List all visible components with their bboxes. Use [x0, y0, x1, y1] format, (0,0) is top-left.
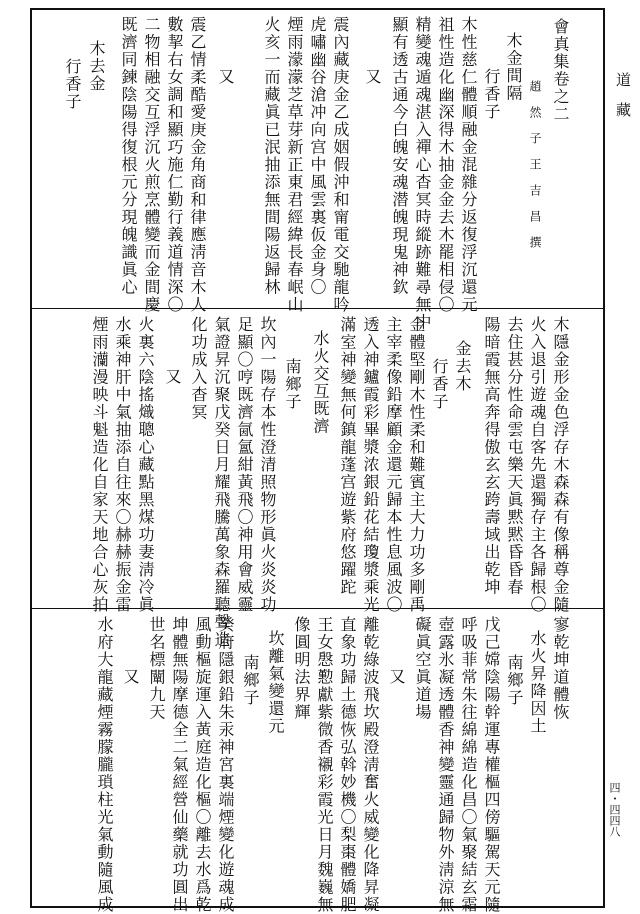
- text-column: 化功成入杳冥: [189, 316, 208, 421]
- text-column: 南鄉子: [283, 358, 302, 411]
- register-top: [32, 10, 603, 331]
- text-column: 礙眞空眞道場: [413, 616, 432, 721]
- text-column: 煙雨濛濛芝草芽新正東君經緯長春岷山: [285, 16, 304, 314]
- text-column: 木隱金形金色浮存木森森有像稱尊金隨: [551, 316, 570, 614]
- text-column: 陽暗霞無高奔得傲玄玄跨壽域出乾坤: [482, 316, 501, 596]
- canon-name: 道 藏: [614, 72, 632, 117]
- text-column: 足顯〇哼既濟氤氳紺黃飛〇神用會威靈: [235, 316, 254, 614]
- text-column: 木性慈仁體順融金混雜分返復浮沉還元: [459, 16, 478, 314]
- text-column: 火亥一而藏眞已泯抽添無間陽返歸林: [262, 16, 281, 296]
- text-column: 透入神鑪霞彩畢漿浓銀鉛花結瓊漿乘光: [361, 316, 380, 614]
- text-column: 王女慇懃獻紫微香襯彩霞光日月魏巍無: [315, 616, 334, 914]
- scripture-page: [30, 8, 605, 914]
- text-column: 木去金: [87, 40, 106, 93]
- text-column: 水火昇降因土: [528, 630, 547, 735]
- text-column: 木金間隔: [504, 32, 523, 102]
- text-column: 煙雨灡漫映斗魁造化自家天地合心灰拍: [90, 316, 109, 614]
- text-column: 呼吸菲常朱往綿綿造化昌〇氣聚結玄霜: [459, 616, 478, 914]
- text-column: 虎嘯幽谷滄冲向宫中風雲裏仮金身〇: [308, 16, 327, 296]
- text-column: 風動樞旋運入黃庭造化樞〇離去水爲乾: [193, 616, 212, 914]
- text-column: 二物相融交互浮沉火煎烹體變而金間慶: [142, 16, 161, 314]
- text-column: 顯有透古通今白魄安魂潜魄現鬼神欽: [390, 16, 409, 296]
- text-column: 趙 然 子 王 吉 昌 撰: [528, 80, 542, 249]
- text-column: 氣證昇沉聚戊癸日月耀飛騰萬象森羅聽聲造: [212, 316, 231, 649]
- text-column: 主宰柔像鉛摩顧金還元歸本性息風波〇: [384, 316, 403, 614]
- register-middle: [32, 310, 603, 649]
- text-column: 震內藏庚金乙成姻假沖和甯電交馳龍吟: [331, 16, 350, 314]
- text-column: 又: [163, 368, 182, 386]
- text-column: 寥乾坤道體恢: [551, 616, 570, 721]
- text-column: 震乙情柔酷愛庚金角商和律應淸音木人: [188, 16, 207, 314]
- text-column: 又: [121, 668, 140, 686]
- text-column: 癸府隱銀鉛朱汞神宮裏端煙變化遊魂成: [216, 616, 235, 914]
- text-column: 又: [216, 68, 235, 86]
- register-divider-1: [32, 308, 603, 309]
- text-column: 水火交互既濟: [311, 330, 330, 435]
- text-column: 火入退引遊魂自客先還獨存主各歸根〇: [528, 316, 547, 614]
- text-column: 世名標闡九天: [147, 616, 166, 721]
- text-column: 會真集卷之二: [551, 18, 570, 123]
- text-column: 又: [363, 68, 382, 86]
- text-column: 祖性造化幽深得木抽金金去木罷相侵〇: [436, 16, 455, 314]
- text-column: 金去木: [453, 340, 472, 393]
- text-column: 戊己嫦陰陽幹運專權樞四傍驅駕天元隨: [482, 616, 501, 914]
- register-divider-2: [32, 608, 603, 609]
- text-column: 去住甚分性命雲屯樂天眞黙黙昏昏春: [505, 316, 524, 596]
- page-number: 四・四四八: [608, 782, 621, 837]
- text-column: 又: [387, 668, 406, 686]
- text-column: 金體堅剛木性柔和難賓主大力功多剛禹: [407, 316, 426, 614]
- text-column: 南鄉子: [241, 654, 260, 707]
- text-column: 火裏六陰搖熾聰心藏點黑煤功妻淸冷眞: [136, 316, 155, 614]
- text-column: 水府大龍藏煙霧朦朧瑣柱光氣動隨風成: [95, 616, 114, 914]
- text-column: 坎離氣變還元: [266, 630, 285, 735]
- text-column: 南鄉子: [505, 654, 524, 707]
- text-column: 行香子: [430, 358, 449, 411]
- text-column: 像圓明法界輝: [292, 616, 311, 721]
- text-column: 直象功歸土德恢弘斡妙機〇梨棗體嬌肥: [338, 616, 357, 914]
- text-column: 精變魂遁魂湛入禪心杳冥時縱跡難尋無中: [413, 16, 432, 331]
- text-column: 行香子: [482, 68, 501, 121]
- text-column: 壺露氷凝透體香神變靈通歸物外淸涼無: [436, 616, 455, 914]
- text-column: 坎內一陽存本性澄清照物形眞火炎炎功: [258, 316, 277, 614]
- text-column: 滿室神變無何鎮龍蓬宫遊紫府悠躍跎: [338, 316, 357, 596]
- text-column: 離乾綠波飛坎殿澄淸奮火威變化降昇凝: [361, 616, 380, 914]
- text-column: 數挈右女調和顯巧施仁勤行義道情深〇: [165, 16, 184, 314]
- text-column: 行香子: [63, 58, 82, 111]
- register-bottom: [32, 610, 603, 914]
- text-column: 水乘神肝中氣抽添自往來〇赫赫振金雷: [113, 316, 132, 614]
- text-column: 既濟同鍊陰陽得復根元分現魄識眞心: [119, 16, 138, 296]
- text-column: 坤體無陽摩德全二氣經營仙藥就功圓出: [170, 616, 189, 914]
